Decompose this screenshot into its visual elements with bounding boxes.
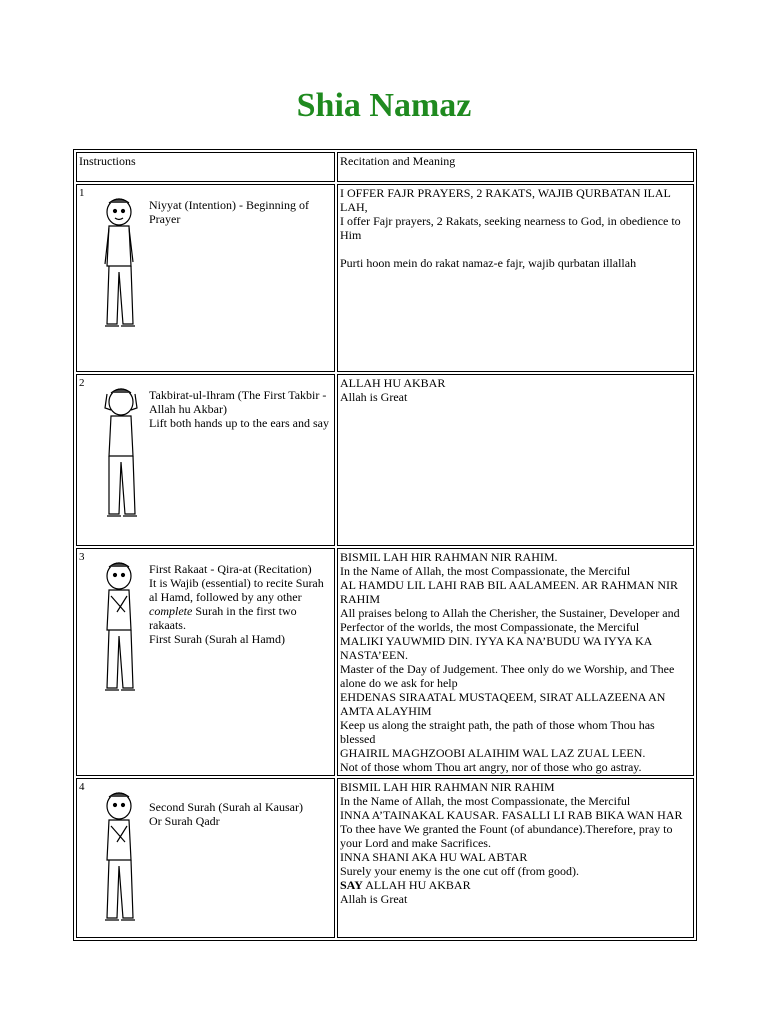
recitation-meaning: Allah is Great — [340, 892, 408, 906]
instruction-emphasis: complete — [149, 604, 193, 618]
recitation-meaning: Keep us along the straight path, the path of those whom Thou has blessed — [340, 718, 655, 746]
recitation-arabic: AL HAMDU LIL LAHI RAB BIL AALAMEEN. AR RAHMAN NIR RAHIM — [340, 578, 678, 606]
instruction-cell — [76, 374, 335, 546]
recitation-cell — [337, 778, 694, 938]
recitation-meaning: In the Name of Allah, the most Compassionate, the Merciful — [340, 564, 631, 578]
instruction-cell — [76, 548, 335, 776]
recitation-arabic: EHDENAS SIRAATAL MUSTAQEEM, SIRAT ALLAZEENA AN AMTA ALAYHIM — [340, 690, 666, 718]
recitation-cell — [337, 548, 694, 776]
table-row — [76, 374, 694, 546]
recitation-meaning: Master of the Day of Judgement. Thee only do we Worship, and Thee alone do we ask for help — [340, 662, 675, 690]
standing-figure-icon — [97, 191, 147, 341]
recitation-meaning: In the Name of Allah, the most Compassionate, the Merciful — [340, 794, 631, 808]
recitation-arabic: INNA A’TAINAKAL KAUSAR. FASALLI LI RAB BIKA WAN HAR — [340, 808, 683, 822]
instruction-text: First Rakaat - Qira-at (Recitation) — [149, 562, 312, 576]
step-number: 3 — [79, 551, 85, 563]
step-number: 1 — [79, 187, 85, 199]
instruction-text: Lift both hands up to the ears and say — [149, 416, 329, 430]
page-title: Shia Namaz — [296, 87, 472, 124]
say-line — [340, 878, 691, 892]
namaz-table — [73, 149, 697, 941]
header-instructions: Instructions — [76, 152, 335, 182]
instruction-text — [149, 576, 332, 632]
recitation-cell — [337, 374, 694, 546]
instruction-cell — [76, 778, 335, 938]
hands-folded-figure-icon — [97, 785, 147, 935]
recitation-meaning: Allah is Great — [340, 390, 408, 404]
instruction-text: Takbirat-ul-Ihram (The First Takbir - Allah hu Akbar) — [149, 388, 327, 416]
say-label: SAY — [340, 878, 363, 892]
instruction-text-part: Surah in the first two rakaats. — [149, 604, 297, 632]
header-recitation: Recitation and Meaning — [337, 152, 694, 182]
table-row — [76, 778, 694, 938]
step-number: 4 — [79, 781, 85, 793]
say-text: ALLAH HU AKBAR — [362, 878, 471, 892]
instruction-cell — [76, 184, 335, 372]
recitation-meaning: Surely your enemy is the one cut off (from good). — [340, 864, 580, 878]
hands-folded-figure-icon — [97, 555, 147, 705]
instruction-text: First Surah (Surah al Hamd) — [149, 632, 285, 646]
recitation-meaning: Not of those whom Thou art angry, nor of those who go astray. — [340, 760, 642, 774]
recitation-arabic: BISMIL LAH HIR RAHMAN NIR RAHIM — [340, 780, 555, 794]
table-row — [76, 548, 694, 776]
recitation-meaning: To thee have We granted the Fount (of abundance).Therefore, pray to your Lord and make Sacrifices. — [340, 822, 673, 850]
recitation-arabic: GHAIRIL MAGHZOOBI ALAIHIM WAL LAZ ZUAL LEEN. — [340, 746, 646, 760]
table-header-row — [76, 152, 694, 182]
spacer — [340, 242, 691, 256]
step-number: 2 — [79, 377, 85, 389]
recitation-cell — [337, 184, 694, 372]
recitation-arabic: MALIKI YAUWMID DIN. IYYA KA NA’BUDU WA IYYA KA NASTA’EEN. — [340, 634, 652, 662]
recitation-arabic: I OFFER FAJR PRAYERS, 2 RAKATS, WAJIB QURBATAN ILAL LAH, — [340, 186, 671, 214]
hands-to-ears-figure-icon — [97, 381, 147, 531]
recitation-urdu: Purti hoon mein do rakat namaz-e fajr, wajib qurbatan illallah — [340, 256, 637, 270]
recitation-meaning: I offer Fajr prayers, 2 Rakats, seeking nearness to God, in obedience to Him — [340, 214, 681, 242]
instruction-text: Niyyat (Intention) - Beginning of Prayer — [149, 198, 309, 226]
instruction-text-part: It is Wajib (essential) to recite Surah al Hamd, followed by any other — [149, 576, 324, 604]
instruction-text: Or Surah Qadr — [149, 814, 220, 828]
recitation-meaning: All praises belong to Allah the Cherisher, the Sustainer, Developer and Perfector of the worlds, the most Compassionate, the Merciful — [340, 606, 680, 634]
instruction-text: Second Surah (Surah al Kausar) — [149, 800, 303, 814]
recitation-arabic: ALLAH HU AKBAR — [340, 376, 446, 390]
table-row — [76, 184, 694, 372]
recitation-arabic: BISMIL LAH HIR RAHMAN NIR RAHIM. — [340, 550, 558, 564]
recitation-arabic: INNA SHANI AKA HU WAL ABTAR — [340, 850, 528, 864]
